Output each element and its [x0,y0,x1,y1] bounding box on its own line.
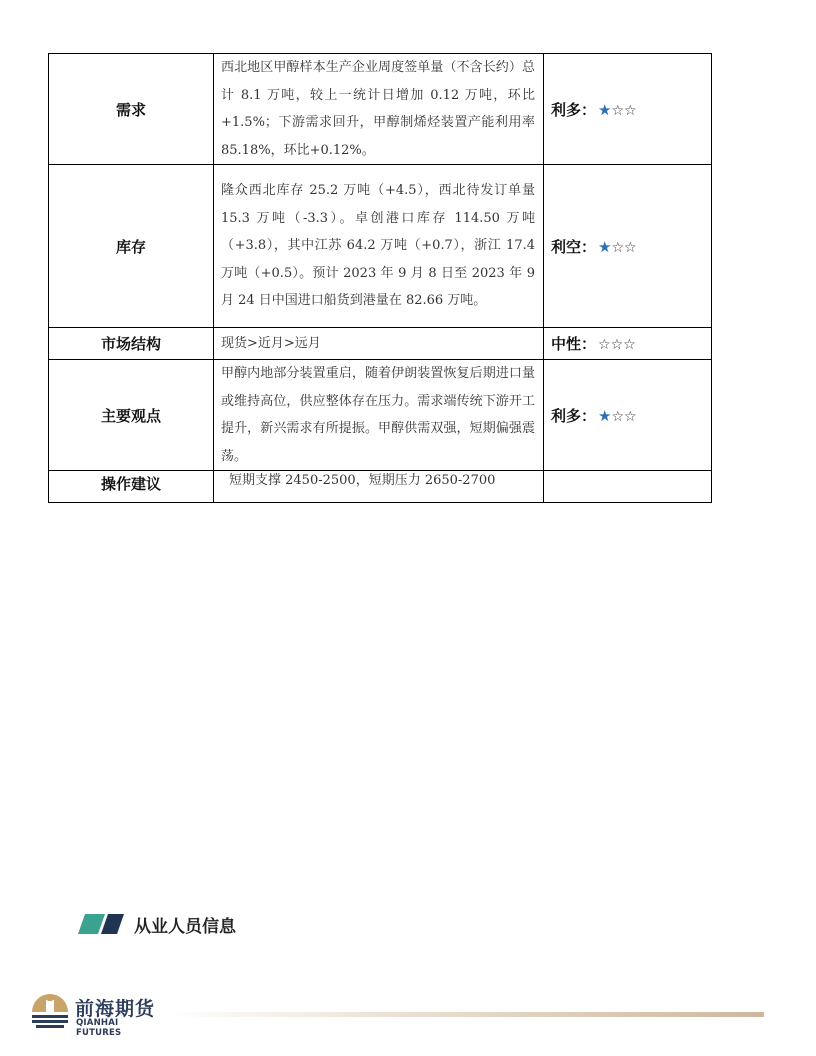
logo-emblem-icon [30,990,70,1030]
star-filled-icon: ★ [598,237,612,256]
row-category: 库存 [49,165,214,328]
logo-name-cn: 前海期货 [75,998,156,1020]
star-empty-icon: ☆ [624,102,637,119]
row-rating [544,54,712,165]
row-category: 市场结构 [49,328,214,360]
star-filled-icon: ★ [598,100,612,119]
star-empty-icon: ☆ [611,408,625,425]
star-empty-icon: ☆ [611,239,625,256]
star-empty-icon: ☆ [598,337,611,353]
heading-mark-icon [78,914,124,934]
row-category: 需求 [49,54,214,165]
star-empty-icon: ☆ [624,239,637,256]
row-content: 西北地区甲醇样本生产企业周度签单量（不含长约）总计 8.1 万吨，较上一统计日增加 0.12 万吨，环比+1.5%；下游需求回升，甲醇制烯烃装置产能利用率 85.18%，环比+0.12%。 [214,54,544,165]
company-logo [30,990,165,1038]
rating-label: 利多： [551,406,597,425]
row-content: 甲醇内地部分装置重启，随着伊朗装置恢复后期进口量或维持高位，供应整体存在压力。需求端传统下游开工提升，新兴需求有所提振。甲醇供需双强，短期偏强震荡。 [214,360,544,471]
rating-label: 利空： [551,237,597,256]
row-rating [544,165,712,328]
star-rating [598,238,637,256]
star-filled-icon: ★ [598,406,612,425]
star-rating [598,407,637,425]
table-row-main-view [49,360,712,471]
table-row-suggestion [49,471,712,503]
row-content: 短期支撑 2450-2500，短期压力 2650-2700 [214,471,544,503]
row-rating [544,328,712,360]
logo-name-en: QIANHAI FUTURES [76,1018,122,1038]
star-empty-icon: ☆ [623,337,636,353]
rating-label: 中性： [551,335,597,353]
table-row-market-structure [49,328,712,360]
star-rating [598,101,637,119]
section-heading [78,912,236,936]
star-empty-icon: ☆ [610,337,624,353]
rating-label: 利多： [551,100,597,119]
star-empty-icon: ☆ [611,102,625,119]
footer-divider [168,1012,764,1017]
row-category: 操作建议 [49,471,214,503]
star-rating [598,335,636,353]
row-category: 主要观点 [49,360,214,471]
star-empty-icon: ☆ [624,408,637,425]
table-row-demand [49,54,712,165]
analysis-table [48,53,712,503]
row-rating [544,360,712,471]
table-row-inventory [49,165,712,328]
row-content: 隆众西北库存 25.2 万吨（+4.5），西北待发订单量 15.3 万吨（-3.3）。卓创港口库存 114.50 万吨（+3.8），其中江苏 64.2 万吨（+0.7），浙江 17.4 万吨（+0.5）。预计 2023 年 9 月 8 日至 2023 年 9 月 24 日中国进口船货到港量在 82.66 万吨。 [214,165,544,328]
section-title: 从业人员信息 [134,916,236,937]
row-rating [544,471,712,503]
row-content: 现货>近月>远月 [214,328,544,360]
